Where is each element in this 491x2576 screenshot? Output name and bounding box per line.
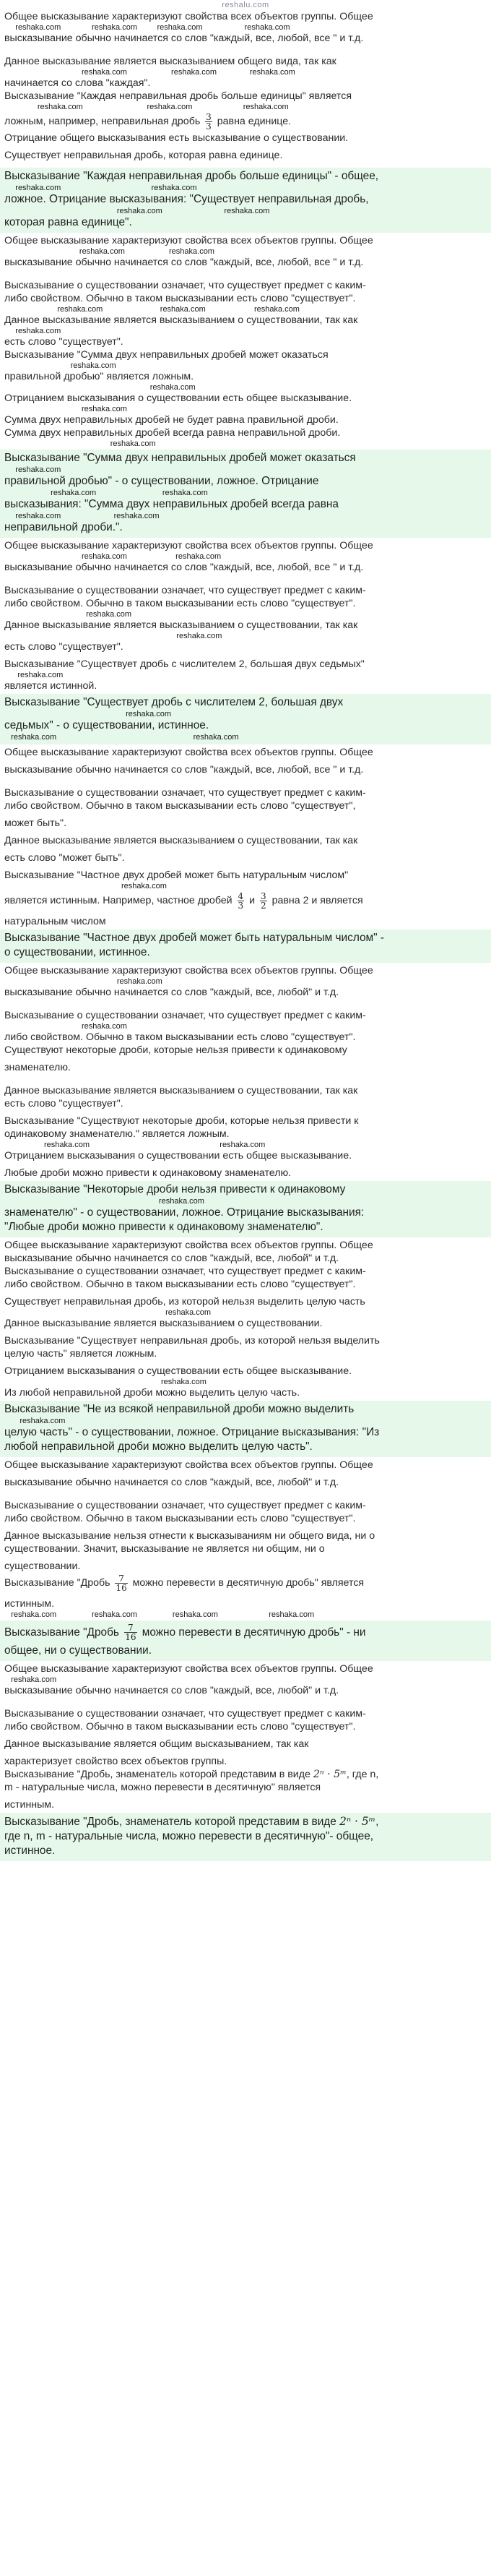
solution-content: [4, 10, 487, 1861]
watermark: reshaka.com: [4, 882, 167, 890]
watermark: reshaka.com reshaka.com: [4, 184, 197, 192]
text-fragment: можно перевести в десятичную дробь" - ни: [139, 1626, 366, 1639]
answer-line: Высказывание "Существует дробь с числителем 2, большая двух: [4, 696, 344, 708]
answer-box: [0, 694, 491, 744]
text-line: Высказывание "Существует дробь с числителем 2, большая двух седьмых": [4, 658, 365, 670]
answer-line: о существовании, истинное.: [4, 946, 150, 958]
spacer: [4, 162, 487, 166]
text-line: есть слово "существует".: [4, 641, 123, 653]
text-line: Существует неправильная дробь, которая равна единице.: [4, 150, 283, 161]
watermark: reshaka.com: [4, 465, 61, 474]
answer-line: высказывания: "Сумма двух неправильных дробей всегда равна: [4, 498, 339, 510]
text-line: целую часть" является ложным.: [4, 1348, 157, 1360]
answer-line: правильной дробью" - о существовании, ложное. Отрицание: [4, 475, 319, 487]
answer-box: [0, 1181, 491, 1237]
spacer: [4, 1074, 487, 1084]
answer-box: [0, 450, 491, 538]
watermark: reshaka.com reshaka.com reshaka.com reshaka.com: [4, 1610, 315, 1619]
text-line: знаменателю.: [4, 1062, 71, 1073]
spacer: [4, 1697, 487, 1707]
text-line: Сумма двух неправильных дробей не будет равна правильной дроби.: [4, 414, 339, 426]
text-line: m - натуральные числа, можно перевести в десятичную" является: [4, 1782, 321, 1793]
fraction: [124, 1623, 136, 1641]
answer-line: Высказывание "Не из всякой неправильной дроби можно выделить: [4, 1403, 355, 1415]
text-fragment: ложным, например, неправильная дробь: [4, 116, 204, 127]
fraction-denominator: 16: [116, 1582, 127, 1593]
text-line: либо свойством. Обычно в таком высказывании есть слово "существует".: [4, 293, 356, 304]
math-expression: 2ⁿ · 5ᵐ: [313, 1769, 347, 1780]
fraction-denominator: 3: [206, 121, 212, 132]
watermark: reshaka.com reshaka.com: [4, 1141, 266, 1149]
text-line-with-fractions: [4, 890, 487, 911]
watermark: reshaka.com: [4, 710, 172, 718]
text-line: Высказывание о существовании означает, что существует предмет с каким-: [4, 585, 366, 596]
text-line: есть слово "существует".: [4, 336, 123, 348]
math-expression: 2ⁿ · 5ᵐ: [339, 1815, 376, 1828]
text-line: Существуют некоторые дроби, которые нельзя привести к одинаковому: [4, 1044, 347, 1056]
text-line: Любые дроби можно привести к одинаковому знаменателю.: [4, 1167, 292, 1179]
text-line: Отрицанием высказывания о существовании есть общее высказывание.: [4, 1365, 352, 1377]
fraction-denominator: 16: [125, 1632, 136, 1643]
watermark: reshaka.com: [4, 1197, 204, 1206]
text-line: Высказывание о существовании означает, что существует предмет с каким-: [4, 1010, 366, 1021]
watermark: reshaka.com: [4, 1308, 212, 1317]
text-line: существовании. Значит, высказывание не является ни общим, ни о: [4, 1543, 325, 1555]
watermark: reshaka.com: [4, 1378, 207, 1386]
watermark: reshaka.com reshaka.com reshaka.com: [4, 305, 300, 314]
watermark: reshaka.com: [4, 610, 132, 619]
spacer: [4, 574, 487, 584]
watermark: reshaka.com reshaka.com reshaka.com: [4, 103, 289, 111]
text-line: Данное высказывание является общим высказыванием, так как: [4, 1738, 309, 1750]
answer-line: Высказывание "Каждая неправильная дробь больше единицы" - общее,: [4, 170, 379, 182]
text-line: либо свойством. Обычно в таком высказывании есть слово "существует".: [4, 1513, 356, 1524]
text-line-with-fraction: [4, 111, 487, 132]
text-line: правильной дробью" является ложным.: [4, 371, 194, 382]
text-line: Сумма двух неправильных дробей всегда равна неправильной дроби.: [4, 427, 341, 439]
watermark: reshaka.com reshaka.com: [4, 489, 208, 497]
text-fragment: Высказывание "Дробь: [4, 1577, 113, 1589]
text-fragment: является истинным. Например, частное дробей: [4, 895, 235, 906]
answer-line-with-formula: [4, 1814, 487, 1829]
watermark: reshaka.com: [4, 405, 127, 413]
answer-line: Высказывание "Сумма двух неправильных дробей может оказаться: [4, 452, 356, 464]
watermark: reshaka.com: [4, 439, 156, 448]
text-line: высказывание обычно начинается со слов "каждый, все, любой" и т.д.: [4, 1685, 339, 1696]
text-line: Общее высказывание характеризуют свойства всех объектов группы. Общее: [4, 1663, 373, 1675]
answer-line: неправильной дроби.".: [4, 521, 123, 533]
text-line: высказывание обычно начинается со слов "каждый, все, любой" и т.д.: [4, 987, 339, 998]
watermark: reshaka.com reshaka.com reshaka.com: [4, 68, 295, 77]
text-line: либо свойством. Обычно в таком высказывании есть слово "существует".: [4, 1721, 356, 1733]
watermark: reshaka.com reshaka.com reshaka.com reshaka.com: [4, 23, 290, 32]
text-line: Отрицанием высказывания о существовании есть общее высказывание.: [4, 392, 352, 404]
watermark: reshaka.com: [4, 327, 61, 335]
text-line: существовании.: [4, 1560, 81, 1572]
answer-line: ложное. Отрицание высказывания: "Существует неправильная дробь,: [4, 193, 369, 205]
watermark: reshaka.com: [4, 1022, 127, 1031]
text-line: либо свойством. Обычно в таком высказывании есть слово "существует",: [4, 800, 356, 812]
text-line: высказывание обычно начинается со слов "каждый, все, любой, все " и т.д.: [4, 562, 364, 573]
fraction-numerator: 7: [124, 1623, 136, 1633]
answer-line: "Любые дроби можно привести к одинаковому знаменателю".: [4, 1221, 323, 1233]
text-line-with-formula: [4, 1768, 487, 1781]
text-line: характеризует свойство всех объектов группы.: [4, 1756, 227, 1767]
watermark: reshaka.com reshaka.com: [4, 733, 239, 742]
watermark: reshaka.com reshaka.com: [4, 552, 222, 561]
text-line: Высказывание о существовании означает, что существует предмет с каким-: [4, 787, 366, 799]
answer-box: [0, 1813, 491, 1861]
watermark: reshaka.com: [4, 632, 222, 640]
text-line: либо свойством. Обычно в таком высказывании есть слово "существует".: [4, 598, 356, 609]
fraction-numerator: 7: [115, 1574, 127, 1584]
text-line: высказывание обычно начинается со слов "каждый, все, любой, все " и т.д.: [4, 257, 364, 268]
fraction-numerator: 4: [238, 890, 244, 901]
answer-line: любой неправильной дроби можно выделить целую часть".: [4, 1441, 313, 1453]
answer-line: общее, ни о существовании.: [4, 1644, 152, 1657]
text-fragment: равна единице.: [214, 116, 292, 127]
text-line: Данное высказывание является высказыванием о существовании, так как: [4, 314, 358, 326]
text-line: высказывание обычно начинается со слов "каждый, все, любой, все " и т.д.: [4, 764, 364, 776]
text-line: либо свойством. Обычно в таком высказывании есть слово "существует".: [4, 1031, 356, 1043]
text-line: есть слово "существует".: [4, 1098, 123, 1109]
text-fragment: , где n,: [346, 1769, 379, 1780]
text-line: может быть".: [4, 817, 67, 829]
text-line: Данное высказывание является высказыванием общего вида, так как: [4, 56, 336, 67]
text-line: Данное высказывание является высказыванием о существовании, так как: [4, 1085, 358, 1096]
text-line: Высказывание о существовании означает, что существует предмет с каким-: [4, 1266, 366, 1277]
text-line: Высказывание "Сумма двух неправильных дробей может оказаться: [4, 349, 329, 361]
text-line: Высказывание "Каждая неправильная дробь больше единицы" является: [4, 90, 352, 102]
fraction: [260, 892, 267, 910]
text-line: высказывание обычно начинается со слов "каждый, все, любой" и т.д.: [4, 1477, 339, 1488]
text-line: есть слово "может быть".: [4, 852, 125, 864]
text-line: Общее высказывание характеризуют свойства всех объектов группы. Общее: [4, 747, 373, 758]
watermark: reshaka.com: [4, 1675, 57, 1684]
answer-box: [0, 1401, 491, 1457]
text-line: Высказывание "Существуют некоторые дроби, которые нельзя привести к: [4, 1115, 359, 1127]
watermark: reshaka.com: [4, 1417, 66, 1425]
spacer: [4, 45, 487, 55]
text-line: либо свойством. Обычно в таком высказывании есть слово "существует".: [4, 1279, 356, 1290]
fraction: [238, 892, 245, 910]
text-fragment: можно перевести в десятичную дробь" является: [129, 1577, 365, 1589]
answer-line: целую часть" - о существовании, ложное. Отрицание высказывания: "Из: [4, 1426, 380, 1438]
text-line: Данное высказывание является высказыванием о существовании, так как: [4, 619, 358, 631]
text-line: истинным.: [4, 1598, 55, 1610]
fraction-denominator: 2: [261, 900, 266, 911]
answer-line: которая равна единице".: [4, 216, 132, 228]
text-line: Высказывание "Частное двух дробей может быть натуральным числом": [4, 870, 349, 881]
fraction: [205, 113, 212, 131]
text-fragment: и: [246, 895, 258, 906]
text-line: Общее высказывание характеризуют свойства всех объектов группы. Общее: [4, 1459, 373, 1471]
text-line: Общее высказывание характеризуют свойства всех объектов группы. Общее: [4, 540, 373, 551]
answer-line: истинное.: [4, 1845, 56, 1857]
watermark: reshaka.com: [4, 361, 116, 370]
text-line: начинается со слова "каждая".: [4, 77, 151, 89]
text-line: Данное высказывание нельзя отнести к высказываниям ни общего вида, ни о: [4, 1530, 375, 1542]
text-line-with-fraction: [4, 1573, 487, 1593]
watermark: reshaka.com reshaka.com: [4, 247, 214, 256]
text-line: Высказывание о существовании означает, что существует предмет с каким-: [4, 1708, 366, 1720]
text-line: высказывание обычно начинается со слов "каждый, все, любой" и т.д.: [4, 1253, 339, 1264]
text-line: Высказывание о существовании означает, что существует предмет с каким-: [4, 280, 366, 291]
fraction-denominator: 3: [238, 900, 244, 911]
answer-line: где n, m - натуральные числа, можно перевести в десятичную"- общее,: [4, 1830, 374, 1842]
fraction: [115, 1574, 127, 1592]
answer-box: [0, 929, 491, 963]
site-logo[interactable]: reshalu.com: [222, 1, 269, 9]
text-line: Данное высказывание является высказыванием о существовании, так как: [4, 835, 358, 846]
watermark: reshaka.com: [4, 977, 162, 986]
text-line: является истинной.: [4, 680, 97, 692]
text-line: Общее высказывание характеризуют свойства всех объектов группы. Общее: [4, 11, 373, 22]
text-line: Общее высказывание характеризуют свойства всех объектов группы. Общее: [4, 965, 373, 976]
text-fragment: равна 2 и является: [269, 895, 363, 906]
text-line: истинным.: [4, 1799, 55, 1811]
text-line: Общее высказывание характеризуют свойства всех объектов группы. Общее: [4, 235, 373, 246]
text-line: Существует неправильная дробь, из которой нельзя выделить целую часть: [4, 1296, 365, 1308]
spacer: [4, 1489, 487, 1499]
spacer: [4, 999, 487, 1009]
text-line: Высказывание "Существует неправильная дробь, из которой нельзя выделить: [4, 1335, 380, 1347]
text-fragment: ,: [375, 1816, 379, 1828]
fraction-numerator: 3: [206, 111, 212, 122]
spacer: [4, 776, 487, 786]
text-fragment: Высказывание "Дробь, знаменатель которой представим в виде: [4, 1816, 340, 1828]
answer-box: [0, 168, 491, 233]
text-line: Данное высказывание является высказыванием о существовании.: [4, 1318, 323, 1329]
text-line: натуральным числом: [4, 916, 106, 927]
answer-line: Высказывание "Некоторые дроби нельзя привести к одинаковому: [4, 1183, 346, 1195]
text-fragment: Высказывание "Дробь, знаменатель которой представим в виде: [4, 1769, 313, 1780]
text-fragment: Высказывание "Дробь: [4, 1626, 123, 1639]
fraction-numerator: 3: [261, 890, 266, 901]
text-line: Общее высказывание характеризуют свойства всех объектов группы. Общее: [4, 1240, 373, 1251]
text-line: высказывание обычно начинается со слов "каждый, все, любой, все " и т.д.: [4, 33, 364, 44]
watermark: reshaka.com: [4, 383, 196, 392]
watermark: reshaka.com reshaka.com: [4, 512, 160, 520]
spacer: [4, 269, 487, 279]
answer-line: Высказывание "Частное двух дробей может быть натуральным числом" -: [4, 932, 385, 944]
text-line: Высказывание о существовании означает, что существует предмет с каким-: [4, 1500, 366, 1511]
text-line: Из любой неправильной дроби можно выделить целую часть.: [4, 1387, 300, 1399]
watermark: reshaka.com reshaka.com: [4, 207, 270, 215]
answer-line: седьмых" - о существовании, истинное.: [4, 719, 209, 731]
text-line: одинаковому знаменателю." является ложным.: [4, 1128, 230, 1140]
watermark: reshaka.com: [4, 671, 64, 679]
text-line: Отрицание общего высказывания есть высказывание о существовании.: [4, 132, 349, 144]
answer-line: знаменателю" - о существовании, ложное. Отрицание высказывания:: [4, 1206, 365, 1219]
answer-box: [0, 1620, 491, 1661]
text-line: Отрицанием высказывания о существовании есть общее высказывание.: [4, 1150, 352, 1162]
answer-line-with-fraction: [4, 1622, 487, 1644]
